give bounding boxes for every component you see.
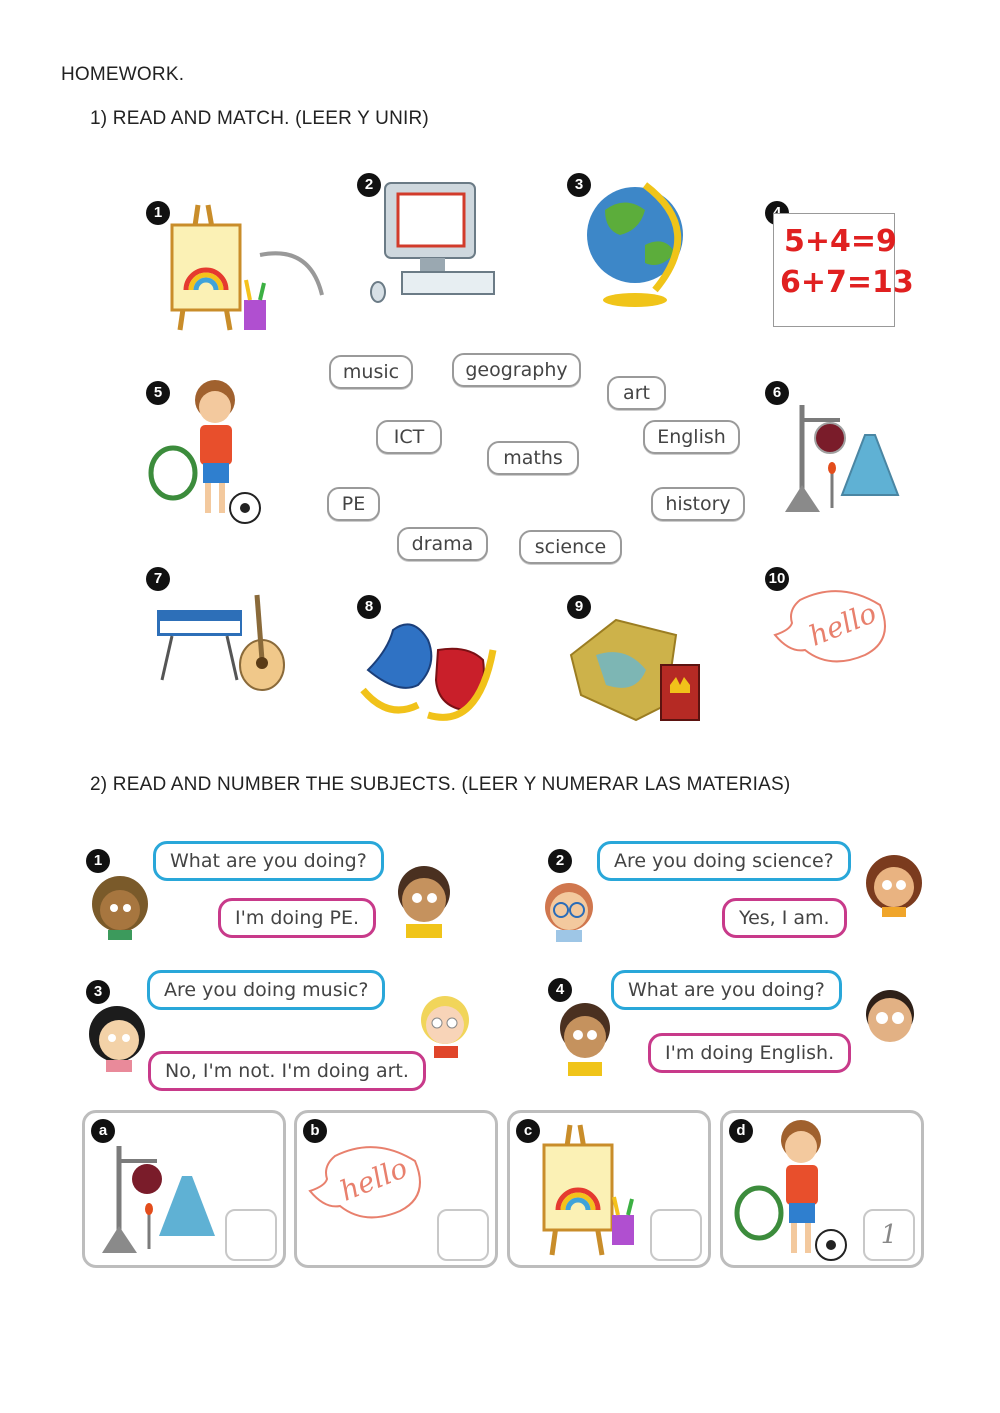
box-b <box>294 1110 498 1268</box>
boy-avatar-4 <box>552 1000 622 1078</box>
box-b-letter: b <box>303 1119 327 1143</box>
girl-glasses-avatar <box>534 875 604 945</box>
word-geography: geography <box>452 353 581 387</box>
dialogue-2-question: Are you doing science? <box>597 841 851 881</box>
boy-blond-avatar <box>410 992 480 1060</box>
word-art: art <box>607 376 666 410</box>
word-english: English <box>643 420 740 454</box>
hello-text: hello <box>804 596 882 653</box>
word-maths: maths <box>487 441 579 475</box>
lab-science-icon <box>780 390 905 515</box>
boy-avatar-1 <box>392 862 457 940</box>
word-pe: PE <box>327 487 380 521</box>
word-music: music <box>329 355 413 389</box>
word-ict: ICT <box>376 420 442 454</box>
picture-number-3: 3 <box>567 173 591 197</box>
boy-avatar-4b <box>852 988 927 1048</box>
dialogue-2-answer: Yes, I am. <box>722 898 847 938</box>
dialogue-3-answer: No, I'm not. I'm doing art. <box>148 1051 426 1091</box>
box-b-hello-text: hello <box>335 1151 413 1208</box>
box-a <box>82 1110 286 1268</box>
picture-number-10: 10 <box>765 567 789 591</box>
dialogue-3-question: Are you doing music? <box>147 970 385 1010</box>
answer-box-a[interactable] <box>225 1209 277 1261</box>
globe-geography-icon <box>585 175 700 310</box>
boy-pe-icon <box>731 1115 856 1263</box>
answer-box-b[interactable] <box>437 1209 489 1261</box>
word-science: science <box>519 530 622 564</box>
box-c <box>507 1110 711 1268</box>
boy-pe-icon <box>145 375 270 525</box>
girl-black-hair-avatar <box>82 1002 152 1072</box>
picture-number-2: 2 <box>357 173 381 197</box>
easel-art-icon <box>160 195 330 340</box>
section2-heading: 2) READ AND NUMBER THE SUBJECTS. (LEER Y NUMERAR LAS MATERIAS) <box>90 774 791 795</box>
math-line-1: 5+4=9 <box>784 224 897 259</box>
dialogue-4-answer: I'm doing English. <box>648 1033 851 1073</box>
page-title: HOMEWORK. <box>61 64 185 85</box>
dialogue-1-answer: I'm doing PE. <box>218 898 376 938</box>
computer-ict-icon <box>370 180 500 310</box>
dialogue-4-question: What are you doing? <box>611 970 842 1010</box>
girl-avatar-2 <box>858 855 930 920</box>
word-drama: drama <box>397 527 488 561</box>
box-a-letter: a <box>91 1119 115 1143</box>
dialogue-number-2: 2 <box>548 849 572 873</box>
picture-number-1: 1 <box>146 201 170 225</box>
box-c-letter: c <box>516 1119 540 1143</box>
box-d <box>720 1110 924 1268</box>
masks-drama-icon <box>358 610 503 730</box>
picture-number-8: 8 <box>357 595 381 619</box>
math-line-2: 6+7=13 <box>780 265 914 300</box>
map-history-icon <box>566 615 711 725</box>
picture-number-6: 6 <box>765 381 789 405</box>
girl-curly-hair-avatar <box>82 872 162 942</box>
dialogue-number-1: 1 <box>86 849 110 873</box>
picture-number-7: 7 <box>146 567 170 591</box>
maths-card <box>773 213 914 327</box>
dialogue-number-4: 4 <box>548 978 572 1002</box>
picture-number-5: 5 <box>146 381 170 405</box>
box-d-letter: d <box>729 1119 753 1143</box>
answer-box-d[interactable]: 1 <box>863 1209 915 1261</box>
dialogue-number-3: 3 <box>86 980 110 1004</box>
dialogue-1-question: What are you doing? <box>153 841 384 881</box>
picture-number-9: 9 <box>567 595 591 619</box>
answer-box-c[interactable] <box>650 1209 702 1261</box>
instruments-music-icon <box>152 585 287 695</box>
word-history: history <box>651 487 745 521</box>
easel-art-icon <box>532 1115 642 1260</box>
section1-heading: 1) READ AND MATCH. (LEER Y UNIR) <box>90 108 429 129</box>
lab-science-icon <box>97 1131 222 1256</box>
